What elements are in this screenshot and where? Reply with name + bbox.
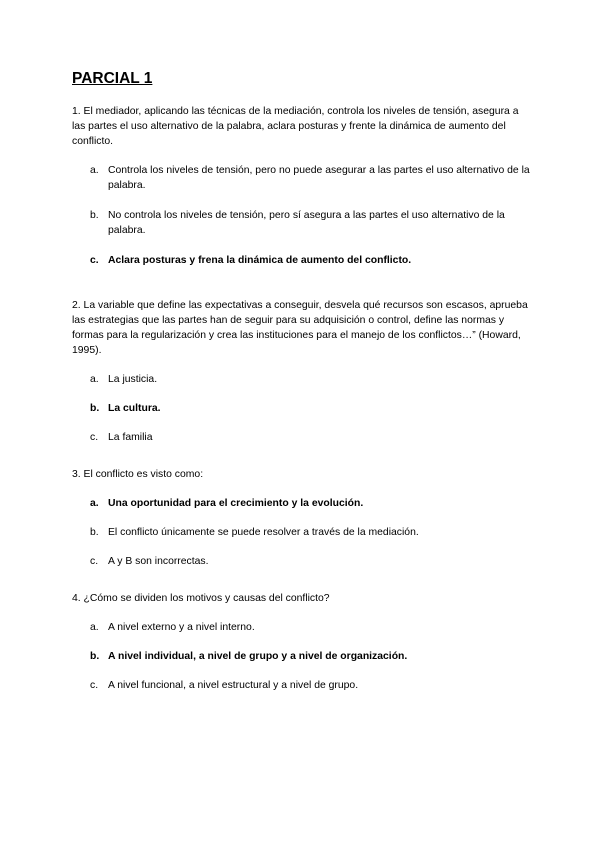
question-2-text: 2. La variable que define las expectativas a conseguir, desvela qué recursos son escasos, aprueba las estrategias que las partes han de seguir para su adquisición o control, define las normas y formas para la regularización y crea las instituciones para el manejo de los conflictos…” (Howard, 1995).: [72, 300, 528, 356]
option-letter: a.: [90, 622, 99, 633]
option-text: La familia: [108, 432, 153, 443]
q2-option-b-correct: [72, 401, 530, 416]
option-letter: c.: [90, 432, 99, 443]
question-1-options: [72, 163, 530, 268]
q2-option-c: [72, 430, 530, 445]
question-1-text: 1. El mediador, aplicando las técnicas de la mediación, controla los niveles de tensión, asegura a las partes el uso alternativo de la palabra, aclara posturas y frente la dinámica de aumento del conflicto.: [72, 106, 519, 147]
option-text: A y B son incorrectas.: [108, 556, 209, 567]
q1-option-b: [72, 208, 530, 238]
option-letter: b.: [90, 210, 99, 221]
option-letter: c.: [90, 556, 99, 567]
q4-option-b-correct: [72, 649, 530, 664]
q2-option-a: [72, 372, 530, 387]
option-text: No controla los niveles de tensión, pero sí asegura a las partes el uso alternativo de la palabra.: [108, 210, 505, 236]
option-text: La justicia.: [108, 374, 158, 385]
option-text: A nivel funcional, a nivel estructural y a nivel de grupo.: [108, 680, 359, 691]
question-3-options: [72, 496, 530, 569]
q3-option-b: [72, 525, 530, 540]
option-letter: a.: [90, 374, 99, 385]
question-3-text: 3. El conflicto es visto como:: [72, 469, 204, 480]
option-text: La cultura.: [108, 403, 161, 414]
option-letter: b.: [90, 403, 100, 414]
option-text: Controla los niveles de tensión, pero no puede asegurar a las partes el uso alternativo de la palabra.: [108, 165, 530, 191]
option-letter: c.: [90, 255, 99, 266]
q1-option-a: [72, 163, 530, 193]
q1-option-c-correct: [72, 253, 530, 268]
option-letter: a.: [90, 165, 99, 176]
question-4-text: 4. ¿Cómo se dividen los motivos y causas del conflicto?: [72, 593, 330, 604]
option-letter: a.: [90, 498, 99, 509]
option-text: El conflicto únicamente se puede resolver a través de la mediación.: [108, 527, 419, 538]
option-text: A nivel externo y a nivel interno.: [108, 622, 255, 633]
q3-option-c: [72, 554, 530, 569]
q4-option-a: [72, 620, 530, 635]
option-letter: b.: [90, 651, 100, 662]
option-letter: b.: [90, 527, 99, 538]
q3-option-a-correct: [72, 496, 530, 511]
question-2-options: [72, 372, 530, 445]
option-text: Aclara posturas y frena la dinámica de aumento del conflicto.: [108, 255, 412, 266]
page-title: PARCIAL 1: [72, 70, 153, 87]
option-letter: c.: [90, 680, 99, 691]
option-text: A nivel individual, a nivel de grupo y a nivel de organización.: [108, 651, 408, 662]
option-text: Una oportunidad para el crecimiento y la evolución.: [108, 498, 364, 509]
q4-option-c: [72, 678, 530, 693]
question-4-options: [72, 620, 530, 693]
